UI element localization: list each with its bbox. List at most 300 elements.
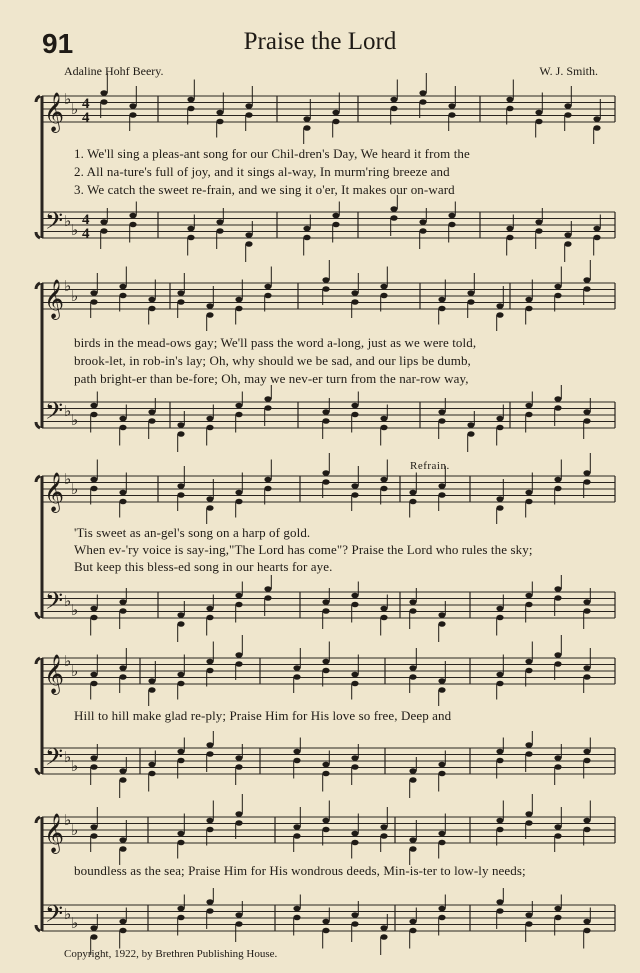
note-head xyxy=(409,846,416,852)
note-head xyxy=(564,232,571,238)
note-head xyxy=(496,749,503,755)
system-bracket-end xyxy=(36,476,40,618)
note-head xyxy=(235,490,242,496)
note-head xyxy=(438,678,445,684)
note-head xyxy=(535,110,542,116)
note-head xyxy=(525,668,532,674)
note-head xyxy=(438,771,445,777)
note-head xyxy=(119,284,126,290)
note-head xyxy=(177,612,184,618)
note-head xyxy=(583,665,590,671)
note-head xyxy=(506,106,513,112)
flat-icon: ♭ xyxy=(64,212,72,230)
note-head xyxy=(148,409,155,415)
note-head xyxy=(100,219,107,225)
note-head xyxy=(264,405,271,411)
note-head xyxy=(535,119,542,125)
time-signature-numerator: 4 xyxy=(82,96,90,112)
note-head xyxy=(380,486,387,492)
note-head xyxy=(177,621,184,627)
note-head xyxy=(264,595,271,601)
note-head xyxy=(525,751,532,757)
note-head xyxy=(90,833,97,839)
flat-icon: ♭ xyxy=(64,652,72,670)
note-head xyxy=(322,608,329,614)
note-head xyxy=(496,615,503,621)
note-head xyxy=(496,908,503,914)
note-head xyxy=(583,418,590,424)
note-head xyxy=(100,90,107,96)
note-head xyxy=(235,811,242,817)
note-head xyxy=(496,425,503,431)
note-head xyxy=(293,749,300,755)
note-head xyxy=(264,284,271,290)
note-head xyxy=(322,599,329,605)
note-head xyxy=(322,668,329,674)
lyric-line: brook-let, in rob-in's lay; Oh, why should we be sad, and our lips be dumb, xyxy=(74,353,471,368)
note-head xyxy=(322,659,329,665)
note-head xyxy=(90,606,97,612)
note-head xyxy=(380,833,387,839)
note-head xyxy=(235,661,242,667)
note-head xyxy=(351,602,358,608)
note-head xyxy=(206,606,213,612)
note-head xyxy=(245,241,252,247)
note-head xyxy=(119,919,126,925)
flat-icon: ♭ xyxy=(71,411,79,429)
lyric-line: Hill to hill make glad re-ply; Praise Him for His love so free, Deep and xyxy=(74,708,452,723)
note-head xyxy=(206,818,213,824)
note-head xyxy=(535,228,542,234)
note-head xyxy=(496,496,503,502)
note-head xyxy=(177,681,184,687)
note-head xyxy=(187,97,194,103)
note-head xyxy=(593,125,600,131)
note-head xyxy=(390,206,397,212)
note-head xyxy=(496,505,503,511)
note-head xyxy=(119,837,126,843)
time-signature-denominator: 4 xyxy=(82,226,90,242)
note-head xyxy=(380,293,387,299)
note-head xyxy=(148,418,155,424)
note-head xyxy=(525,412,532,418)
flat-icon: ♭ xyxy=(71,914,79,932)
note-head xyxy=(554,833,561,839)
note-head xyxy=(467,422,474,428)
lyric-line: But keep this bless-ed song in our hearts for aye. xyxy=(74,559,333,574)
bass-clef-icon: 𝄢 xyxy=(45,207,64,240)
note-head xyxy=(496,681,503,687)
flat-icon: ♭ xyxy=(71,821,79,839)
note-head xyxy=(525,912,532,918)
note-head xyxy=(322,928,329,934)
note-head xyxy=(583,674,590,680)
note-head xyxy=(119,599,126,605)
note-head xyxy=(119,768,126,774)
note-head xyxy=(496,818,503,824)
note-head xyxy=(206,312,213,318)
note-head xyxy=(90,755,97,761)
note-head xyxy=(322,827,329,833)
lyric-line: When ev-'ry voice is say-ing,"The Lord has come"? Praise the Lord who rules the sky; xyxy=(74,542,533,557)
note-head xyxy=(380,606,387,612)
note-head xyxy=(206,742,213,748)
note-head xyxy=(564,241,571,247)
note-head xyxy=(119,665,126,671)
lyric-line: 1. We'll sing a pleas-ant song for our Chil-dren's Day, We heard it from the xyxy=(74,146,470,161)
note-head xyxy=(148,297,155,303)
note-head xyxy=(235,499,242,505)
note-head xyxy=(525,306,532,312)
note-head xyxy=(177,672,184,678)
note-head xyxy=(593,226,600,232)
lyric-line: 2. All na-ture's full of joy, and it sings al-way, In murm'ring breeze and xyxy=(74,164,450,179)
note-head xyxy=(303,125,310,131)
lyric-line: 3. We catch the sweet re-frain, and we sing it o'er, It makes our on-ward xyxy=(74,182,455,197)
note-head xyxy=(496,758,503,764)
note-head xyxy=(119,499,126,505)
note-head xyxy=(409,490,416,496)
flat-icon: ♭ xyxy=(71,480,79,498)
note-head xyxy=(390,97,397,103)
note-head xyxy=(380,477,387,483)
note-head xyxy=(438,906,445,912)
note-head xyxy=(264,477,271,483)
note-head xyxy=(129,112,136,118)
note-head xyxy=(583,608,590,614)
note-head xyxy=(293,915,300,921)
note-head xyxy=(409,674,416,680)
note-head xyxy=(90,477,97,483)
note-head xyxy=(332,110,339,116)
note-head xyxy=(351,672,358,678)
note-head xyxy=(216,110,223,116)
note-head xyxy=(554,284,561,290)
note-head xyxy=(148,687,155,693)
note-head xyxy=(583,919,590,925)
flat-icon: ♭ xyxy=(71,100,79,118)
note-head xyxy=(583,286,590,292)
note-head xyxy=(293,906,300,912)
note-head xyxy=(525,499,532,505)
flat-icon: ♭ xyxy=(64,402,72,420)
note-head xyxy=(467,299,474,305)
note-head xyxy=(583,827,590,833)
note-head xyxy=(293,833,300,839)
note-head xyxy=(554,486,561,492)
note-head xyxy=(583,818,590,824)
note-head xyxy=(264,586,271,592)
flat-icon: ♭ xyxy=(64,470,72,488)
note-head xyxy=(496,303,503,309)
note-head xyxy=(438,762,445,768)
note-head xyxy=(119,928,126,934)
note-head xyxy=(380,416,387,422)
note-head xyxy=(235,403,242,409)
note-head xyxy=(129,213,136,219)
note-head xyxy=(119,608,126,614)
note-head xyxy=(303,226,310,232)
lyric-line: 'Tis sweet as an-gel's song on a harp of gold. xyxy=(74,525,311,540)
note-head xyxy=(264,486,271,492)
note-head xyxy=(583,758,590,764)
note-head xyxy=(129,103,136,109)
note-head xyxy=(303,116,310,122)
system-bracket-end xyxy=(36,283,40,428)
note-head xyxy=(90,412,97,418)
note-head xyxy=(506,226,513,232)
note-head xyxy=(390,215,397,221)
lyric-line: birds in the mead-ows gay; We'll pass the word a-long, just as we were told, xyxy=(74,335,477,350)
note-head xyxy=(322,470,329,476)
note-head xyxy=(90,486,97,492)
note-head xyxy=(177,492,184,498)
note-head xyxy=(351,831,358,837)
note-head xyxy=(351,755,358,761)
note-head xyxy=(554,906,561,912)
note-head xyxy=(438,409,445,415)
note-head xyxy=(351,764,358,770)
note-head xyxy=(235,764,242,770)
note-head xyxy=(554,755,561,761)
bass-clef-icon: 𝄢 xyxy=(45,397,64,430)
note-head xyxy=(351,483,358,489)
lyric-line: boundless as the sea; Praise Him for His wondrous deeds, Min-is-ter to low-ly needs; xyxy=(74,863,526,878)
note-head xyxy=(206,908,213,914)
note-head xyxy=(409,768,416,774)
note-head xyxy=(216,119,223,125)
note-head xyxy=(554,586,561,592)
note-head xyxy=(506,235,513,241)
note-head xyxy=(235,912,242,918)
note-head xyxy=(554,915,561,921)
bass-clef-icon: 𝄢 xyxy=(45,743,64,776)
note-head xyxy=(448,222,455,228)
note-head xyxy=(351,299,358,305)
note-head xyxy=(496,312,503,318)
time-signature-denominator: 4 xyxy=(82,110,90,126)
flat-icon: ♭ xyxy=(64,811,72,829)
note-head xyxy=(245,103,252,109)
note-head xyxy=(206,615,213,621)
note-head xyxy=(409,608,416,614)
note-head xyxy=(206,899,213,905)
note-head xyxy=(380,284,387,290)
note-head xyxy=(235,593,242,599)
note-head xyxy=(525,490,532,496)
note-head xyxy=(525,921,532,927)
note-head xyxy=(177,840,184,846)
note-head xyxy=(496,827,503,833)
note-head xyxy=(525,742,532,748)
note-head xyxy=(90,925,97,931)
note-head xyxy=(564,103,571,109)
flat-icon: ♭ xyxy=(71,601,79,619)
note-head xyxy=(409,599,416,605)
note-head xyxy=(206,505,213,511)
note-head xyxy=(322,479,329,485)
note-head xyxy=(525,820,532,826)
note-head xyxy=(496,899,503,905)
note-head xyxy=(525,403,532,409)
note-head xyxy=(119,674,126,680)
note-head xyxy=(206,751,213,757)
note-head xyxy=(235,602,242,608)
note-head xyxy=(448,213,455,219)
treble-clef-icon: 𝄞 xyxy=(44,654,65,694)
note-head xyxy=(419,228,426,234)
note-head xyxy=(438,492,445,498)
note-head xyxy=(554,477,561,483)
note-head xyxy=(351,593,358,599)
note-head xyxy=(322,277,329,283)
note-head xyxy=(216,228,223,234)
note-head xyxy=(525,811,532,817)
note-head xyxy=(293,674,300,680)
system-bracket-end xyxy=(36,817,40,931)
note-head xyxy=(583,479,590,485)
flat-icon: ♭ xyxy=(64,592,72,610)
note-head xyxy=(187,226,194,232)
note-head xyxy=(177,831,184,837)
note-head xyxy=(409,665,416,671)
note-head xyxy=(235,755,242,761)
note-head xyxy=(322,409,329,415)
note-head xyxy=(351,290,358,296)
note-head xyxy=(206,668,213,674)
note-head xyxy=(525,297,532,303)
note-head xyxy=(438,840,445,846)
flat-icon: ♭ xyxy=(64,90,72,108)
note-head xyxy=(264,396,271,402)
note-head xyxy=(90,764,97,770)
note-head xyxy=(467,290,474,296)
hymn-number: 91 xyxy=(42,28,74,59)
note-head xyxy=(583,409,590,415)
note-head xyxy=(409,777,416,783)
hymn-title: Praise the Lord xyxy=(243,28,397,55)
note-head xyxy=(380,934,387,940)
note-head xyxy=(119,425,126,431)
note-head xyxy=(119,490,126,496)
note-head xyxy=(351,840,358,846)
lyric-line: path bright-er than be-fore; Oh, may we nev-er turn from the nar-row way, xyxy=(74,371,469,386)
note-head xyxy=(554,824,561,830)
bass-clef-icon: 𝄢 xyxy=(45,587,64,620)
note-head xyxy=(419,219,426,225)
note-head xyxy=(535,219,542,225)
note-head xyxy=(235,297,242,303)
lyricist-credit: Adaline Hohf Beery. xyxy=(64,64,164,78)
note-head xyxy=(593,116,600,122)
note-head xyxy=(206,425,213,431)
note-head xyxy=(467,431,474,437)
note-head xyxy=(380,615,387,621)
note-head xyxy=(206,496,213,502)
note-head xyxy=(554,661,561,667)
flat-icon: ♭ xyxy=(64,748,72,766)
note-head xyxy=(409,837,416,843)
note-head xyxy=(448,112,455,118)
note-head xyxy=(438,297,445,303)
note-head xyxy=(177,483,184,489)
note-head xyxy=(554,396,561,402)
note-head xyxy=(235,306,242,312)
note-head xyxy=(90,403,97,409)
note-head xyxy=(438,612,445,618)
note-head xyxy=(409,499,416,505)
note-head xyxy=(148,771,155,777)
note-head xyxy=(177,290,184,296)
note-head xyxy=(438,306,445,312)
note-head xyxy=(119,416,126,422)
note-head xyxy=(90,934,97,940)
note-head xyxy=(448,103,455,109)
note-head xyxy=(303,235,310,241)
note-head xyxy=(351,921,358,927)
note-head xyxy=(351,403,358,409)
note-head xyxy=(90,299,97,305)
note-head xyxy=(496,672,503,678)
note-head xyxy=(235,921,242,927)
note-head xyxy=(322,919,329,925)
note-head xyxy=(380,824,387,830)
note-head xyxy=(351,912,358,918)
system-bracket-end xyxy=(36,96,40,238)
note-head xyxy=(100,228,107,234)
note-head xyxy=(409,928,416,934)
note-head xyxy=(177,906,184,912)
note-head xyxy=(90,824,97,830)
note-head xyxy=(332,119,339,125)
note-head xyxy=(438,687,445,693)
composer-credit: W. J. Smith. xyxy=(539,64,598,78)
note-head xyxy=(322,286,329,292)
note-head xyxy=(235,652,242,658)
note-head xyxy=(187,106,194,112)
note-head xyxy=(525,602,532,608)
note-head xyxy=(332,222,339,228)
flat-icon: ♭ xyxy=(64,905,72,923)
treble-clef-icon: 𝄞 xyxy=(44,472,65,512)
note-head xyxy=(554,405,561,411)
note-head xyxy=(322,762,329,768)
note-head xyxy=(119,293,126,299)
note-head xyxy=(380,425,387,431)
note-head xyxy=(177,299,184,305)
note-head xyxy=(129,222,136,228)
note-head xyxy=(583,277,590,283)
note-head xyxy=(100,99,107,105)
note-head xyxy=(593,235,600,241)
note-head xyxy=(235,412,242,418)
note-head xyxy=(177,422,184,428)
note-head xyxy=(380,925,387,931)
note-head xyxy=(506,97,513,103)
bass-clef-icon: 𝄢 xyxy=(45,900,64,933)
note-head xyxy=(564,112,571,118)
note-head xyxy=(419,99,426,105)
note-head xyxy=(187,235,194,241)
note-head xyxy=(119,777,126,783)
note-head xyxy=(351,681,358,687)
note-head xyxy=(177,431,184,437)
note-head xyxy=(235,820,242,826)
note-head xyxy=(177,758,184,764)
note-head xyxy=(216,219,223,225)
note-head xyxy=(525,659,532,665)
note-head xyxy=(351,412,358,418)
